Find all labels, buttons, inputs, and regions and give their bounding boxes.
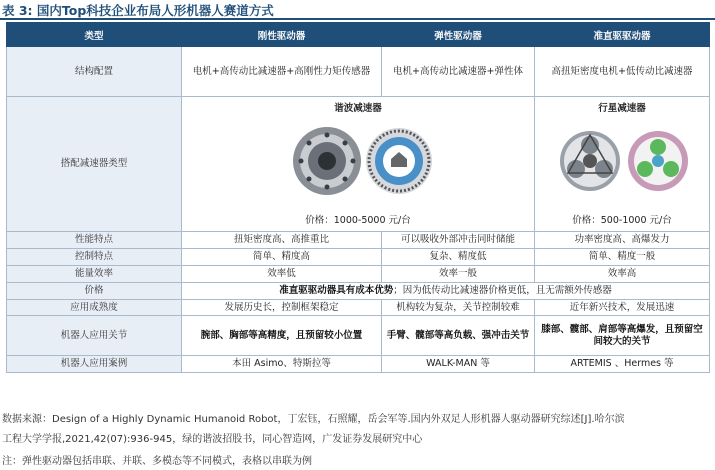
- harmonic-price: 价格：1000-5000 元/台: [305, 215, 411, 227]
- harmonic-reducer-title: 谐波减速器: [334, 103, 382, 114]
- row-label: 价格: [7, 282, 182, 299]
- harmonic-diagram-icon: [366, 128, 432, 194]
- planetary-reducer-image: [535, 121, 709, 197]
- row-maturity: [7, 299, 710, 316]
- harmonic-reducer-cell: [182, 97, 535, 232]
- cases-rigid: 本田 Asimo、特斯拉等: [182, 356, 382, 373]
- header-row: [7, 23, 710, 47]
- structure-elastic: 电机+高传动比减速器+弹性体: [382, 47, 535, 97]
- structure-rigid: 电机+高传动比减速器+高刚性力矩传感器: [182, 47, 382, 97]
- price-summary: [182, 282, 710, 299]
- efficiency-elastic: 效率一般: [382, 265, 535, 282]
- table-title: 表 3: 国内Top科技企业布局人形机器人赛道方式: [2, 3, 274, 18]
- source-note-line1: 数据来源：Design of a Highly Dynamic Humanoid Robot，丁宏钰，石照耀，岳会军等.国内外双足人形机器人驱动器研究综述[J].哈尔滨: [2, 414, 625, 425]
- row-efficiency: [7, 265, 710, 282]
- harmonic-gear-icon: [293, 127, 361, 195]
- performance-rigid: 扭矩密度高、高推重比: [182, 232, 382, 249]
- header-elastic: 弹性驱动器: [382, 23, 535, 47]
- row-label: 性能特点: [7, 232, 182, 249]
- joints-rigid: 腕部、胸部等高精度，且预留较小位置: [182, 316, 382, 356]
- performance-quasi: 功率密度高、高爆发力: [535, 232, 710, 249]
- title-bar: [0, 0, 715, 20]
- remark-note: 注：弹性驱动器包括串联、并联、多模态等不同模式，表格以串联为例: [2, 456, 312, 467]
- header-type: 类型: [7, 23, 182, 47]
- joints-elastic: 手臂、髋部等高负载、强冲击关节: [382, 316, 535, 356]
- source-note-line2: 工程大学学报,2021,42(07):936-945，绿的谐波招股书，同心智造网，广发证券发展研究中心: [2, 434, 423, 445]
- planetary-reducer-cell: [535, 97, 710, 232]
- row-label: 机器人应用关节: [7, 316, 182, 356]
- row-label: 搭配减速器类型: [7, 97, 182, 232]
- row-label: 结构配置: [7, 47, 182, 97]
- row-label: 控制特点: [7, 248, 182, 265]
- planetary-reducer-title: 行星减速器: [598, 103, 646, 114]
- planetary-diagram-icon: [628, 131, 688, 191]
- harmonic-reducer-image: [182, 121, 534, 197]
- price-highlight: 准直驱驱动器具有成本优势: [279, 284, 394, 296]
- row-label: 机器人应用案例: [7, 356, 182, 373]
- row-control: [7, 248, 710, 265]
- row-structure: [7, 47, 710, 97]
- control-elastic: 复杂、精度低: [382, 248, 535, 265]
- maturity-quasi: 近年新兴技术，发展迅速: [535, 299, 710, 316]
- header-rigid: 刚性驱动器: [182, 23, 382, 47]
- maturity-rigid: 发展历史长，控制框架稳定: [182, 299, 382, 316]
- row-label: 应用成熟度: [7, 299, 182, 316]
- row-reducer: [7, 97, 710, 232]
- cases-elastic: WALK-MAN 等: [382, 356, 535, 373]
- header-quasi: 准直驱驱动器: [535, 23, 710, 47]
- control-rigid: 简单、精度高: [182, 248, 382, 265]
- structure-quasi: 高扭矩密度电机+低传动比减速器: [535, 47, 710, 97]
- row-cases: [7, 356, 710, 373]
- performance-elastic: 可以吸收外部冲击同时储能: [382, 232, 535, 249]
- maturity-elastic: 机构较为复杂，关节控制较难: [382, 299, 535, 316]
- control-quasi: 简单、精度一般: [535, 248, 710, 265]
- row-joints: [7, 316, 710, 356]
- price-reason: ；因为低传动比减速器价格更低，且无需额外传感器: [393, 284, 612, 296]
- row-label: 能量效率: [7, 265, 182, 282]
- row-performance: [7, 232, 710, 249]
- planetary-price: 价格：500-1000 元/台: [572, 215, 672, 227]
- cases-quasi: ARTEMIS 、Hermes 等: [535, 356, 710, 373]
- row-price: [7, 282, 710, 299]
- joints-quasi: 膝部、髋部、肩部等高爆发，且预留空间较大的关节: [535, 316, 710, 356]
- efficiency-rigid: 效率低: [182, 265, 382, 282]
- actuator-comparison-table: [6, 22, 710, 373]
- efficiency-quasi: 效率高: [535, 265, 710, 282]
- planetary-gear-icon: [560, 131, 620, 191]
